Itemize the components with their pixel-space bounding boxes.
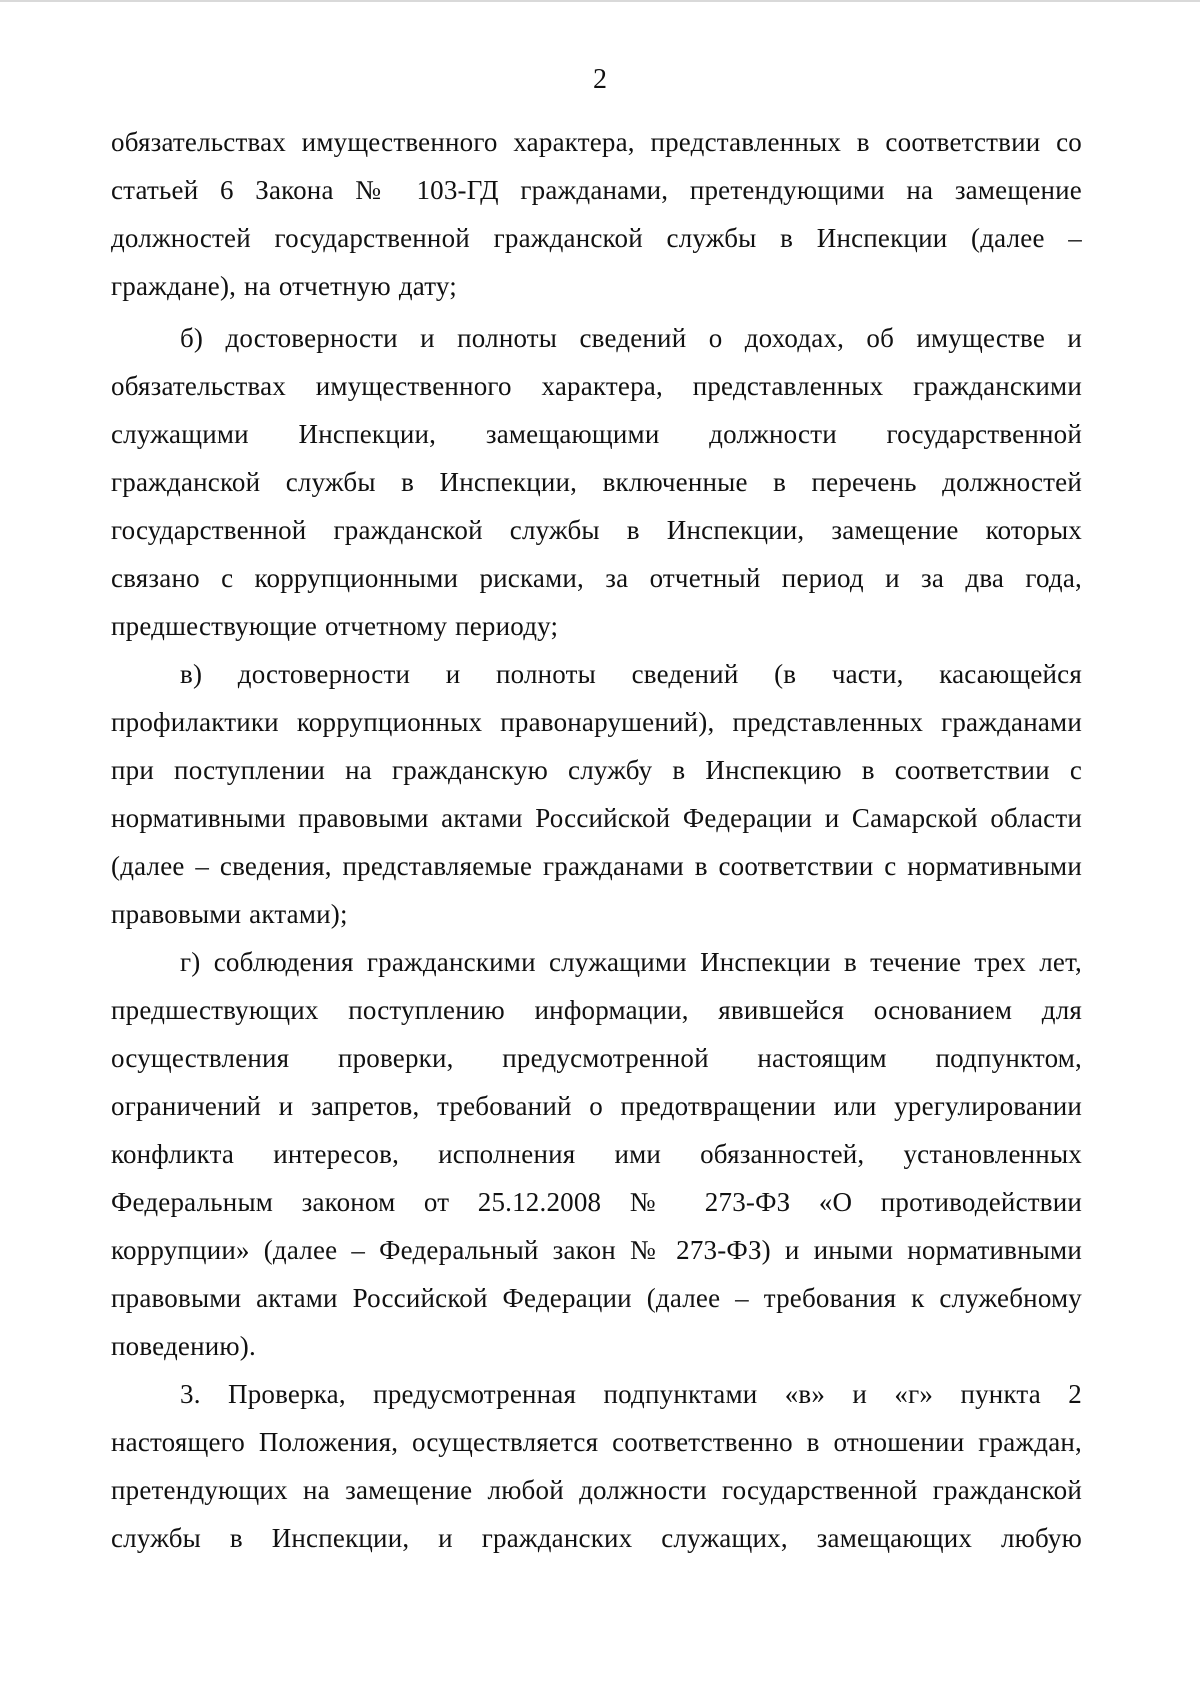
text-line: г) соблюдения гражданскими служащими Инспекции в течение трех лет, xyxy=(180,947,1082,977)
text-line: коррупции» (далее – Федеральный закон № 273-ФЗ) и иными нормативными xyxy=(111,1235,1082,1265)
paragraph-item-b xyxy=(111,314,1082,650)
text-line: в) достоверности и полноты сведений (в части, касающейся xyxy=(180,659,1082,689)
text-line: государственной гражданской службы в Инспекции, замещение которых xyxy=(111,515,1082,545)
paragraph-section-3 xyxy=(111,1370,1082,1562)
text-line: служащими Инспекции, замещающими должности государственной xyxy=(111,419,1082,449)
document-body xyxy=(111,118,1082,1562)
text-line: ограничений и запретов, требований о предотвращении или урегулировании xyxy=(111,1091,1082,1121)
text-line: должностей государственной гражданской службы в Инспекции (далее – xyxy=(111,223,1082,253)
text-line: граждане), на отчетную дату; xyxy=(111,271,457,301)
paragraph-item-g xyxy=(111,938,1082,1370)
text-line: статьей 6 Закона № 103-ГД гражданами, претендующими на замещение xyxy=(111,175,1082,205)
text-line: 3. Проверка, предусмотренная подпунктами «в» и «г» пункта 2 xyxy=(180,1379,1082,1409)
text-line: осуществления проверки, предусмотренной настоящим подпунктом, xyxy=(111,1043,1082,1073)
text-line: связано с коррупционными рисками, за отчетный период и за два года, xyxy=(111,563,1082,593)
text-line: службы в Инспекции, и гражданских служащих, замещающих любую xyxy=(111,1523,1082,1553)
text-line: нормативными правовыми актами Российской Федерации и Самарской области xyxy=(111,803,1082,833)
text-line: правовыми актами); xyxy=(111,899,348,929)
text-line: претендующих на замещение любой должности государственной гражданской xyxy=(111,1475,1082,1505)
text-line: б) достоверности и полноты сведений о доходах, об имуществе и xyxy=(180,323,1082,353)
text-line: Федеральным законом от 25.12.2008 № 273-ФЗ «О противодействии xyxy=(111,1187,1082,1217)
text-line: поведению). xyxy=(111,1331,256,1361)
text-line: конфликта интересов, исполнения ими обязанностей, установленных xyxy=(111,1139,1082,1169)
paragraph-continuation xyxy=(111,118,1082,310)
text-line: гражданской службы в Инспекции, включенные в перечень должностей xyxy=(111,467,1082,497)
text-line: правовыми актами Российской Федерации (далее – требования к служебному xyxy=(111,1283,1082,1313)
text-line: обязательствах имущественного характера, представленных в соответствии со xyxy=(111,127,1082,157)
page-number: 2 xyxy=(593,64,607,95)
text-line: предшествующие отчетному периоду; xyxy=(111,611,559,641)
text-line: профилактики коррупционных правонарушений), представленных гражданами xyxy=(111,707,1082,737)
paragraph-item-v xyxy=(111,650,1082,938)
text-line: при поступлении на гражданскую службу в Инспекцию в соответствии с xyxy=(111,755,1082,785)
text-line: (далее – сведения, представляемые гражданами в соответствии с нормативными xyxy=(111,851,1082,881)
text-line: предшествующих поступлению информации, явившейся основанием для xyxy=(111,995,1082,1025)
text-line: настоящего Положения, осуществляется соответственно в отношении граждан, xyxy=(111,1427,1082,1457)
text-line: обязательствах имущественного характера, представленных гражданскими xyxy=(111,371,1082,401)
